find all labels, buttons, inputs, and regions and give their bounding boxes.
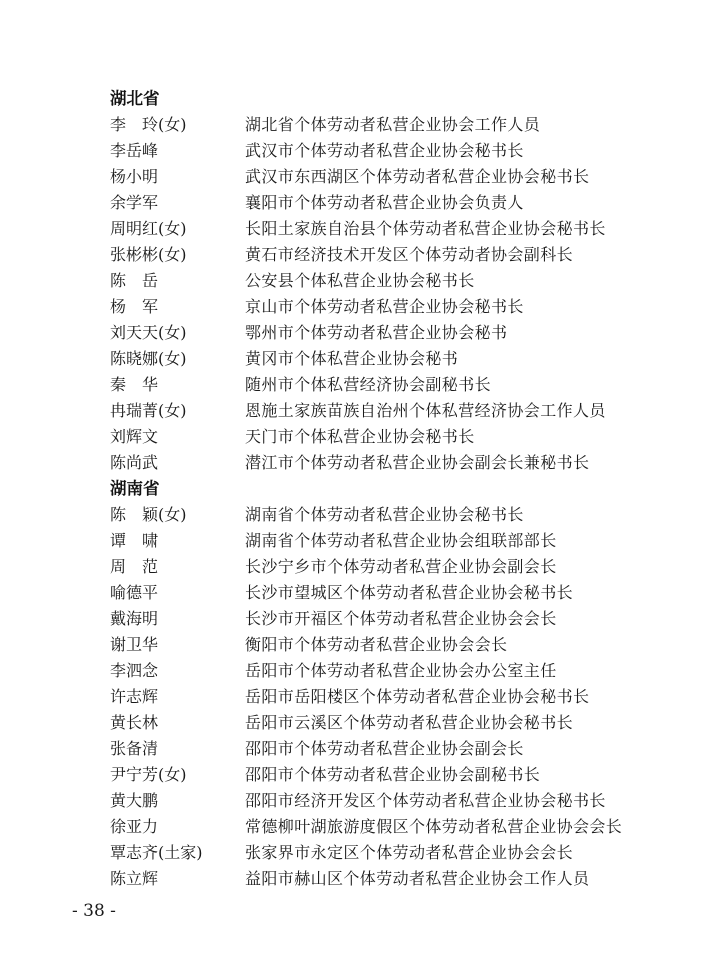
list-item bbox=[110, 788, 670, 814]
member-role: 武汉市个体劳动者私营企业协会秘书长 bbox=[245, 141, 524, 160]
member-name: 黄大鹏 bbox=[110, 791, 159, 810]
member-role: 长沙市开福区个体劳动者私营企业协会会长 bbox=[245, 609, 557, 628]
member-name: 陈晓娜(女) bbox=[110, 349, 187, 368]
list-item bbox=[110, 736, 670, 762]
member-name: 李 玲(女) bbox=[110, 115, 187, 134]
member-role: 岳阳市云溪区个体劳动者私营企业协会秘书长 bbox=[245, 713, 574, 732]
list-item bbox=[110, 424, 670, 450]
member-name: 黄长林 bbox=[110, 713, 159, 732]
member-role: 天门市个体私营企业协会秘书长 bbox=[245, 427, 475, 446]
list-item bbox=[110, 528, 670, 554]
page-number: - 38 - bbox=[72, 901, 116, 921]
list-item bbox=[110, 554, 670, 580]
member-role: 邵阳市个体劳动者私营企业协会副秘书长 bbox=[245, 765, 541, 784]
list-item bbox=[110, 320, 670, 346]
list-item bbox=[110, 580, 670, 606]
member-name: 戴海明 bbox=[110, 609, 159, 628]
member-name: 刘天天(女) bbox=[110, 323, 187, 342]
list-item bbox=[110, 268, 670, 294]
member-name: 张备清 bbox=[110, 739, 159, 758]
member-name: 周 范 bbox=[110, 557, 159, 576]
member-name: 陈尚武 bbox=[110, 453, 159, 472]
list-item bbox=[110, 502, 670, 528]
member-role: 湖南省个体劳动者私营企业协会组联部部长 bbox=[245, 531, 557, 550]
list-item bbox=[110, 294, 670, 320]
list-item bbox=[110, 840, 670, 866]
member-name: 张彬彬(女) bbox=[110, 245, 187, 264]
member-name: 杨小明 bbox=[110, 167, 159, 186]
member-role: 鄂州市个体劳动者私营企业协会秘书 bbox=[245, 323, 508, 342]
member-name: 谭 啸 bbox=[110, 531, 159, 550]
member-role: 益阳市赫山区个体劳动者私营企业协会工作人员 bbox=[245, 869, 590, 888]
member-name: 秦 华 bbox=[110, 375, 159, 394]
member-role: 张家界市永定区个体劳动者私营企业协会会长 bbox=[245, 843, 574, 862]
list-item bbox=[110, 814, 670, 840]
member-name: 李泗念 bbox=[110, 661, 159, 680]
member-role: 湖南省个体劳动者私营企业协会秘书长 bbox=[245, 505, 524, 524]
member-name: 杨 军 bbox=[110, 297, 159, 316]
member-name: 许志辉 bbox=[110, 687, 159, 706]
list-item bbox=[110, 216, 670, 242]
list-item bbox=[110, 346, 670, 372]
member-role: 衡阳市个体劳动者私营企业协会会长 bbox=[245, 635, 508, 654]
member-name: 尹宁芳(女) bbox=[110, 765, 187, 784]
member-name: 陈 岳 bbox=[110, 271, 159, 290]
list-item bbox=[110, 632, 670, 658]
list-item bbox=[110, 866, 670, 892]
member-role: 随州市个体私营经济协会副秘书长 bbox=[245, 375, 492, 394]
list-item bbox=[110, 372, 670, 398]
list-item bbox=[110, 190, 670, 216]
member-role: 京山市个体劳动者私营企业协会秘书长 bbox=[245, 297, 524, 316]
member-list bbox=[110, 86, 670, 892]
member-name: 喻德平 bbox=[110, 583, 159, 602]
list-item bbox=[110, 710, 670, 736]
member-name: 徐亚力 bbox=[110, 817, 159, 836]
list-item bbox=[110, 450, 670, 476]
list-item bbox=[110, 164, 670, 190]
member-name: 冉瑞菁(女) bbox=[110, 401, 187, 420]
member-role: 邵阳市经济开发区个体劳动者私营企业协会秘书长 bbox=[245, 791, 606, 810]
section-title-hunan: 湖南省 bbox=[110, 479, 160, 498]
member-role: 湖北省个体劳动者私营企业协会工作人员 bbox=[245, 115, 541, 134]
member-role: 潜江市个体劳动者私营企业协会副会长兼秘书长 bbox=[245, 453, 590, 472]
member-name: 周明红(女) bbox=[110, 219, 187, 238]
list-item bbox=[110, 112, 670, 138]
member-name: 刘辉文 bbox=[110, 427, 159, 446]
member-role: 襄阳市个体劳动者私营企业协会负责人 bbox=[245, 193, 524, 212]
member-name: 覃志齐(土家) bbox=[110, 843, 203, 862]
member-role: 公安县个体私营企业协会秘书长 bbox=[245, 271, 475, 290]
member-role: 岳阳市岳阳楼区个体劳动者私营企业协会秘书长 bbox=[245, 687, 590, 706]
section-title-hubei: 湖北省 bbox=[110, 89, 160, 108]
member-role: 长沙宁乡市个体劳动者私营企业协会副会长 bbox=[245, 557, 557, 576]
list-item bbox=[110, 138, 670, 164]
member-role: 长阳土家族自治县个体劳动者私营企业协会秘书长 bbox=[245, 219, 606, 238]
member-role: 常德柳叶湖旅游度假区个体劳动者私营企业协会会长 bbox=[245, 817, 623, 836]
member-name: 余学军 bbox=[110, 193, 159, 212]
member-role: 岳阳市个体劳动者私营企业协会办公室主任 bbox=[245, 661, 557, 680]
member-role: 武汉市东西湖区个体劳动者私营企业协会秘书长 bbox=[245, 167, 590, 186]
member-role: 黄石市经济技术开发区个体劳动者协会副科长 bbox=[245, 245, 574, 264]
list-item bbox=[110, 658, 670, 684]
member-name: 谢卫华 bbox=[110, 635, 159, 654]
list-item bbox=[110, 762, 670, 788]
list-item bbox=[110, 398, 670, 424]
list-item bbox=[110, 684, 670, 710]
member-name: 李岳峰 bbox=[110, 141, 159, 160]
member-name: 陈 颖(女) bbox=[110, 505, 187, 524]
member-role: 黄冈市个体私营企业协会秘书 bbox=[245, 349, 459, 368]
list-item bbox=[110, 242, 670, 268]
member-role: 邵阳市个体劳动者私营企业协会副会长 bbox=[245, 739, 524, 758]
member-name: 陈立辉 bbox=[110, 869, 159, 888]
list-item bbox=[110, 606, 670, 632]
member-role: 恩施土家族苗族自治州个体私营经济协会工作人员 bbox=[245, 401, 606, 420]
member-role: 长沙市望城区个体劳动者私营企业协会秘书长 bbox=[245, 583, 574, 602]
